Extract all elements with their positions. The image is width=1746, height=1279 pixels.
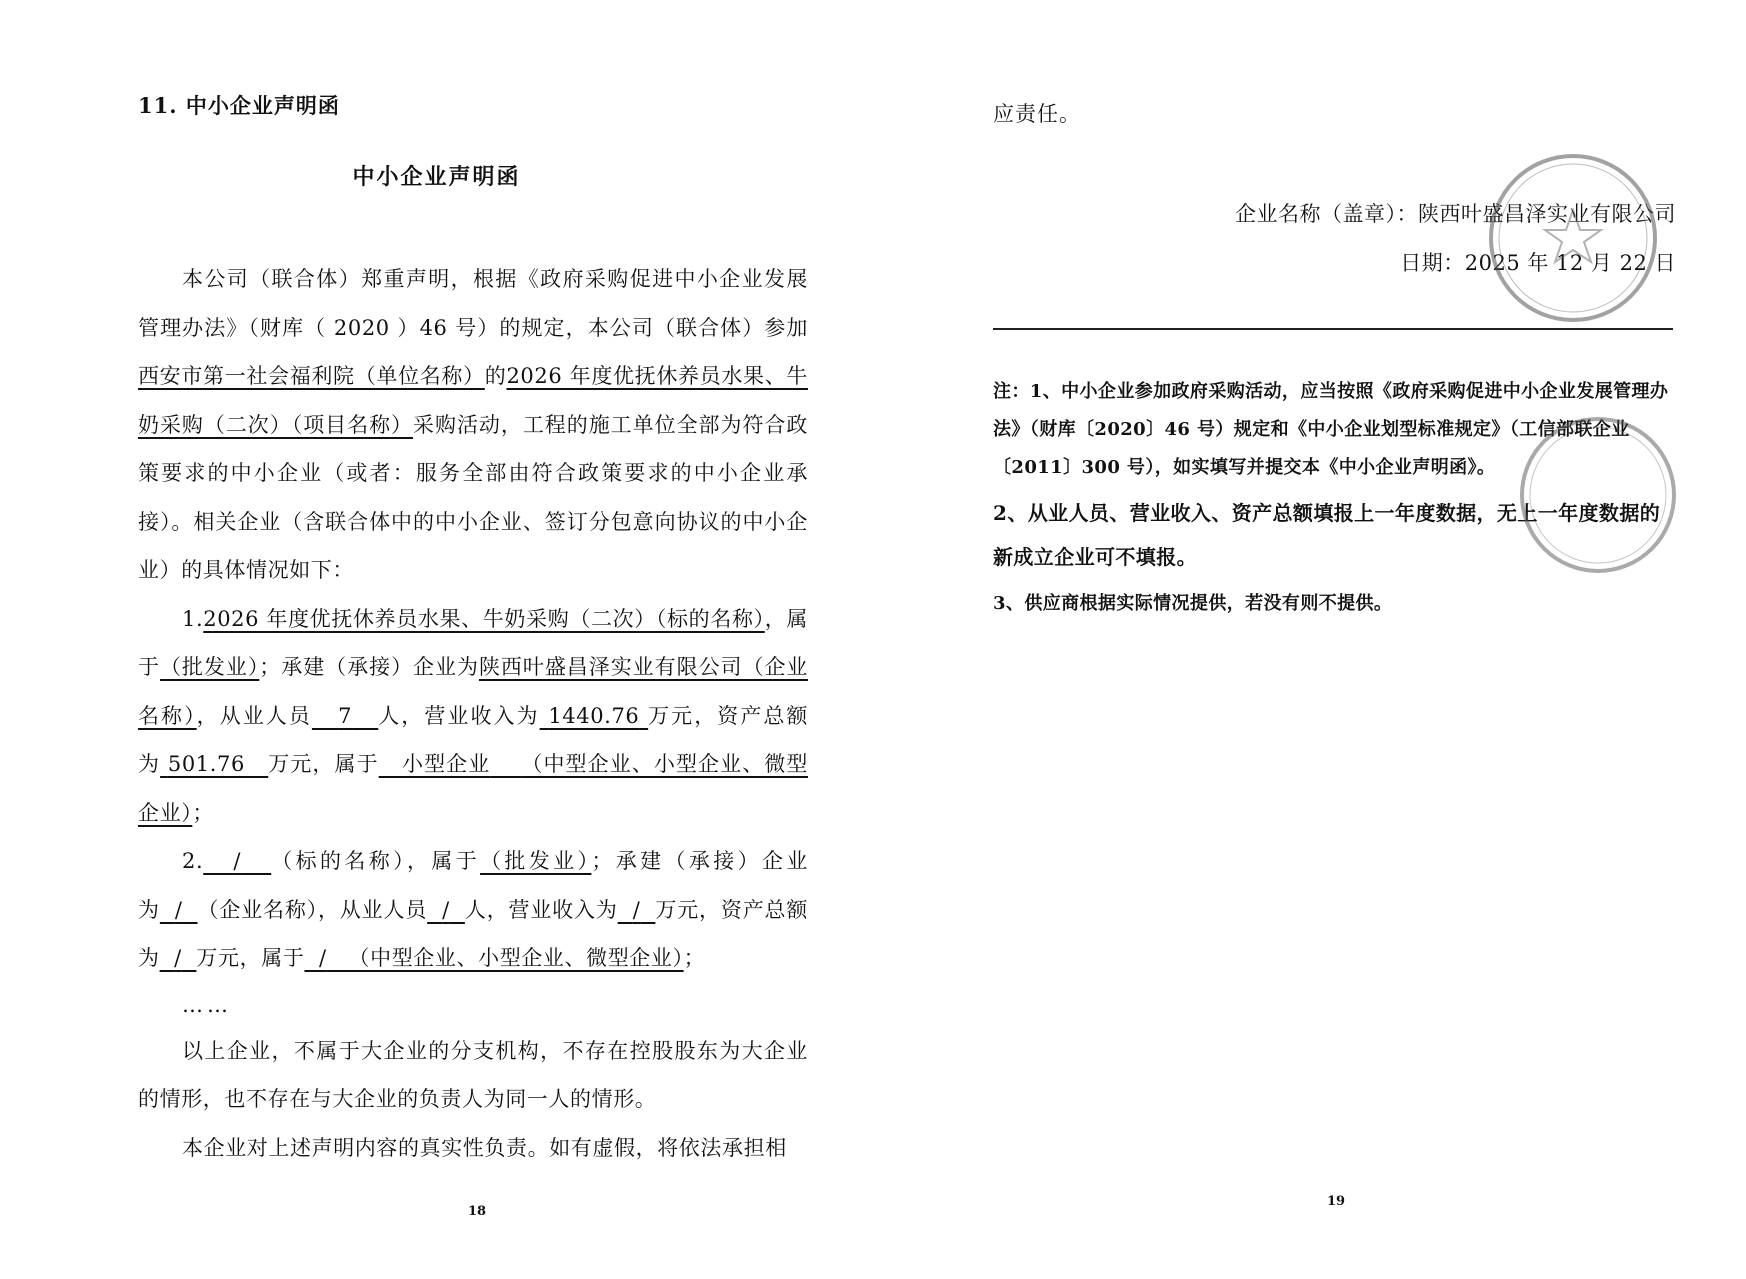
page-number-left: 18 <box>468 1204 487 1219</box>
enterprise-item-1: 1.2026 年度优抚休养员水果、牛奶采购（二次）（标的名称），属于（批发业）；承建（承接）企业为陕西叶盛昌泽实业有限公司（企业名称），从业人员 7 人，营业收入为 1440.76 万元，资产总额为 501.76 万元，属于 小型企业 （中型企业、小型企业、微型企业）； <box>138 606 809 825</box>
project-field: 2026 年度优抚休养员水果、牛奶采购（二次）（项目名称） <box>138 364 808 437</box>
item1-company-field: 陕西叶盛昌泽实业有限公司（企业名称） <box>138 655 809 728</box>
item1-industry-field: （批发业） <box>159 655 260 679</box>
truth-statement: 本企业对上述声明内容的真实性负责。如有虚假，将依法承担相 <box>182 1135 787 1160</box>
purchaser-field: 西安市第一社会福利院（单位名称） <box>138 364 485 388</box>
section-heading: 11. 中小企业声明函 <box>138 93 340 118</box>
page-number-right: 19 <box>1327 1194 1346 1209</box>
notes-section <box>993 373 1673 623</box>
continuation-text: 应责任。 <box>993 102 1081 126</box>
right-page <box>873 0 1746 1279</box>
item2-company-field: / <box>174 897 183 922</box>
item2-industry-field: （批发业） <box>480 849 592 873</box>
enterprise-item-2: 2. / （标的名称），属于（批发业）；承建（承接）企业为 / （企业名称），从业人员 / 人，营业收入为 / 万元，资产总额为 / 万元，属于 / （中型企业、小型企业、微型企业）； <box>138 849 808 970</box>
note-1: 注：1、中小企业参加政府采购活动，应当按照《政府采购促进中小企业发展管理办法》（财库〔2020〕46 号）规定和《中小企业划型标准规定》（工信部联企业〔2011〕300 号），如实填写并提交本《中小企业声明函》。 <box>993 381 1669 478</box>
item2-assets-field: / <box>174 946 182 970</box>
item1-type-field: 小型企业 （中型企业、小型企业、微型企业） <box>138 752 809 825</box>
company-name: 陕西叶盛昌泽实业有限公司 <box>1418 202 1676 226</box>
item1-subject-field: 2026 年度优抚休养员水果、牛奶采购（二次）（标的名称） <box>203 606 765 631</box>
item2-type-field: / （中型企业、小型企业、微型企业） <box>318 946 684 970</box>
item1-assets-field: 501.76 <box>167 752 245 776</box>
item1-staff-field: 7 <box>338 703 353 728</box>
date-line <box>1235 239 1676 288</box>
item1-revenue-field: 1440.76 <box>548 703 640 728</box>
signature-block <box>1235 190 1676 288</box>
item2-staff-field: / <box>442 897 450 922</box>
date-label: 日期： <box>1400 251 1465 275</box>
divider-line <box>993 328 1673 330</box>
branch-statement: 以上企业，不属于大企业的分支机构，不存在控股股东为大企业的情形，也不存在与大企业的负责人为同一人的情形。 <box>138 1038 808 1111</box>
declaration-paragraph: 本公司（联合体）郑重声明，根据《政府采购促进中小企业发展管理办法》（财库（ 2020 ）46 号）的规定，本公司（联合体）参加西安市第一社会福利院（单位名称）的2026 年度优抚休养员水果、牛奶采购（二次）（项目名称）采购活动，工程的施工单位全部为符合政策要求的中小企业（或者：服务全部由符合政策要求的中小企业承接）。相关企业（含联合体中的中小企业、签订分包意向协议的中小企业）的具体情况如下： <box>138 267 808 582</box>
item2-revenue-field: / <box>632 897 641 922</box>
declaration-body <box>138 255 808 1172</box>
note-2: 2、从业人员、营业收入、资产总额填报上一年度数据，无上一年度数据的新成立企业可不填报。 <box>993 501 1661 569</box>
company-line <box>1235 190 1676 239</box>
document-title: 中小企业声明函 <box>352 164 521 190</box>
ellipsis: …… <box>182 992 232 1017</box>
item2-subject-field: / <box>233 849 242 873</box>
company-label: 企业名称（盖章）： <box>1235 202 1418 226</box>
note-3: 3、供应商根据实际情况提供，若没有则不提供。 <box>993 593 1393 614</box>
date-value: 2025 年 12 月 22 日 <box>1464 251 1676 275</box>
